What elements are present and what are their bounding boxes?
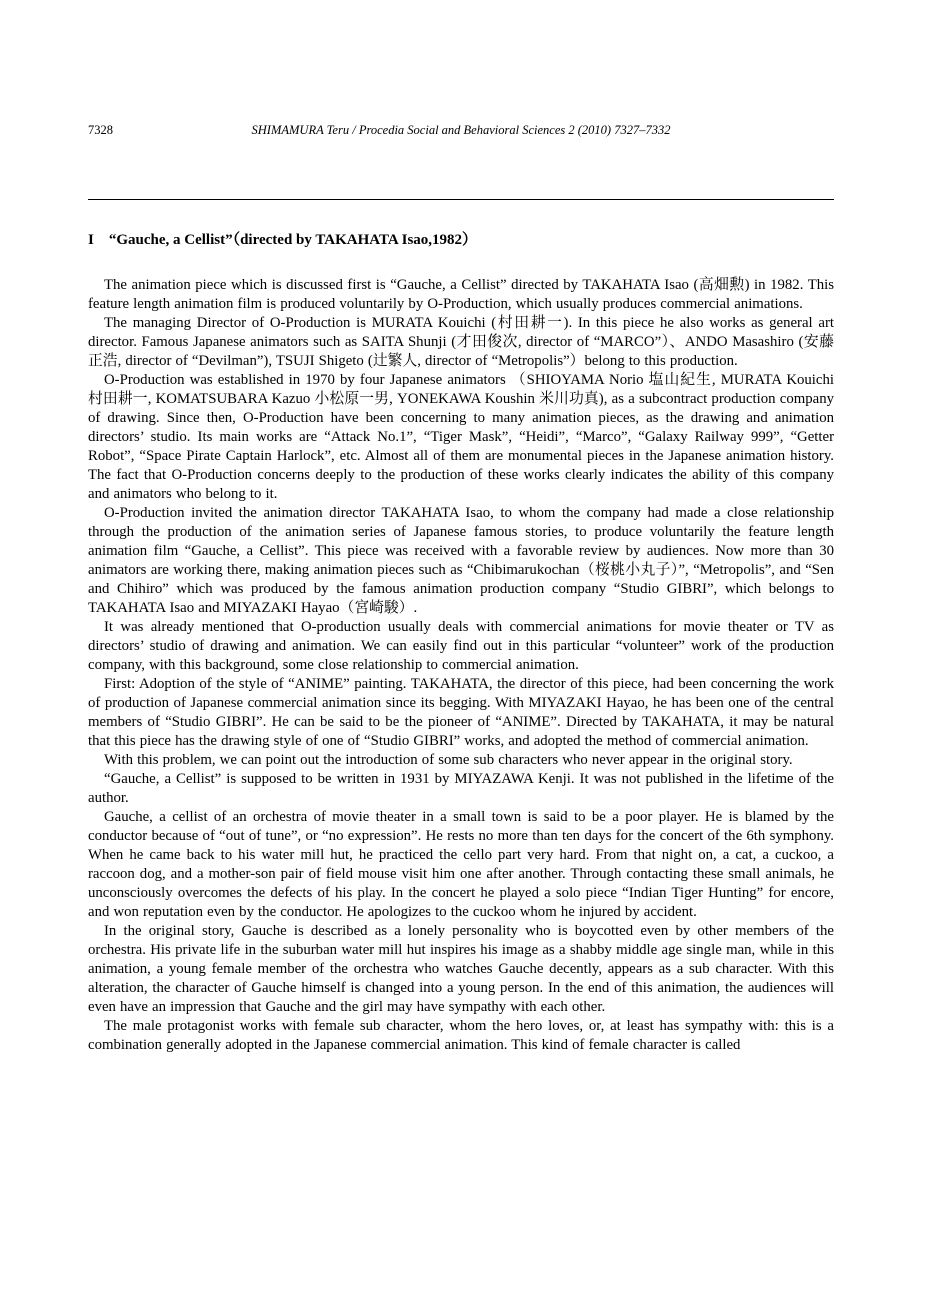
paragraph: “Gauche, a Cellist” is supposed to be written in 1931 by MIYAZAWA Kenji. It was not published in the lifetime of the author. <box>88 771 834 806</box>
running-title: SHIMAMURA Teru / Procedia Social and Behavioral Sciences 2 (2010) 7327–7332 <box>251 123 671 137</box>
paragraph: First: Adoption of the style of “ANIME” painting. TAKAHATA, the director of this piece, had been concerning the work of production of Japanese commercial animation since its begging. With MIYAZAKI Hayao, he has been one of the central members of “Studio GIBRI”. He can be said to be the pioneer of “ANIME”. Directed by TAKAHATA, it may be natural that this piece has the drawing style of one of “Studio GIBRI” works, and adopted the method of commercial animation. <box>88 676 834 749</box>
page-number: 7328 <box>88 123 113 137</box>
paragraph: In the original story, Gauche is described as a lonely personality who is boycotted even by other members of the orchestra. His private life in the suburban water mill hut inspires his image as a shabby middle age single man, while in this animation, a young female member of the orchestra who watches Gauche decently, appears as a sub character. With this alteration, the character of Gauche himself is changed into a young person. In the end of this animation, the audiences will even have an impression that Gauche and the girl may have sympathy with each other. <box>88 923 834 1015</box>
paragraph: O-Production was established in 1970 by four Japanese animators （SHIOYAMA Norio 塩山紀生, MURATA Kouichi 村田耕一, KOMATSUBARA Kazuo 小松原一男, YONEKAWA Koushin 米川功真), as a subcontract production company of drawing. Since then, O-Production have been concerning to many animation pieces, as the drawing and animation directors’ studio. Its main works are “Attack No.1”, “Tiger Mask”, “Heidi”, “Marco”, “Galaxy Railway 999”, “Getter Robot”, “Space Pirate Captain Harlock”, etc. Almost all of them are monumental pieces in the Japanese animation history. The fact that O-Production concerns deeply to the production of these works clearly indicates the ability of this company and animators who belong to it. <box>88 372 834 502</box>
paragraph: The managing Director of O-Production is MURATA Kouichi (村田耕一). In this piece he also works as general art director. Famous Japanese animators such as SAITA Shunji (才田俊次, director of “MARCO”）、ANDO Masashiro (安藤正浩, director of “Devilman”), TSUJI Shigeto (辻繁人, director of “Metropolis”）belong to this production. <box>88 315 834 369</box>
header-divider <box>88 199 834 200</box>
section-heading: I “Gauche, a Cellist”（directed by TAKAHATA Isao,1982） <box>88 232 478 248</box>
paragraph: It was already mentioned that O-production usually deals with commercial animations for movie theater or TV as directors’ studio of drawing and animation. We can easily find out in this particular “volunteer” work of the production company, with this background, some close relationship to commercial animation. <box>88 619 834 673</box>
paragraph: O-Production invited the animation director TAKAHATA Isao, to whom the company had made a close relationship through the production of the animation series of Japanese famous stories, to produce voluntarily the feature length animation film “Gauche, a Cellist”. This piece was received with a favorable review by audiences. Now more than 30 animators are working there, making animation pieces such as “Chibimarukochan（桜桃小丸子）”, “Metropolis”, and “Sen and Chihiro” which was produced by the famous animation production company “Studio GIBRI”, which belongs to TAKAHATA Isao and MIYAZAKI Hayao（宮崎駿）. <box>88 505 834 616</box>
paragraph: Gauche, a cellist of an orchestra of movie theater in a small town is said to be a poor player. He is blamed by the conductor because of “out of tune”, or “no expression”. He rests no more than ten days for the concert of the 6th symphony. When he came back to his water mill hut, he practiced the cello part very hard. From that night on, a cat, a cuckoo, a raccoon dog, and a mother-son pair of field mouse visit him one after another. Through contacting these small animals, he unconsciously overcomes the defects of his play. In the concert he played a solo piece “Indian Tiger Hunting” for encore, and won reputation even by the conductor. He apologizes to the cuckoo whom he injured by accident. <box>88 809 834 920</box>
paragraph: The animation piece which is discussed first is “Gauche, a Cellist” directed by TAKAHATA Isao (高畑勲) in 1982. This feature length animation film is produced voluntarily by O-Production, which usually produces commercial animations. <box>88 277 834 312</box>
paragraph: With this problem, we can point out the introduction of some sub characters who never appear in the original story. <box>104 752 793 768</box>
paragraphs-container <box>88 276 834 1055</box>
paragraph: The male protagonist works with female sub character, whom the hero loves, or, at least has sympathy with: this is a combination generally adopted in the Japanese commercial animation. This kind of female character is called <box>88 1018 834 1053</box>
article-body <box>88 231 834 1055</box>
page-header <box>88 123 834 138</box>
